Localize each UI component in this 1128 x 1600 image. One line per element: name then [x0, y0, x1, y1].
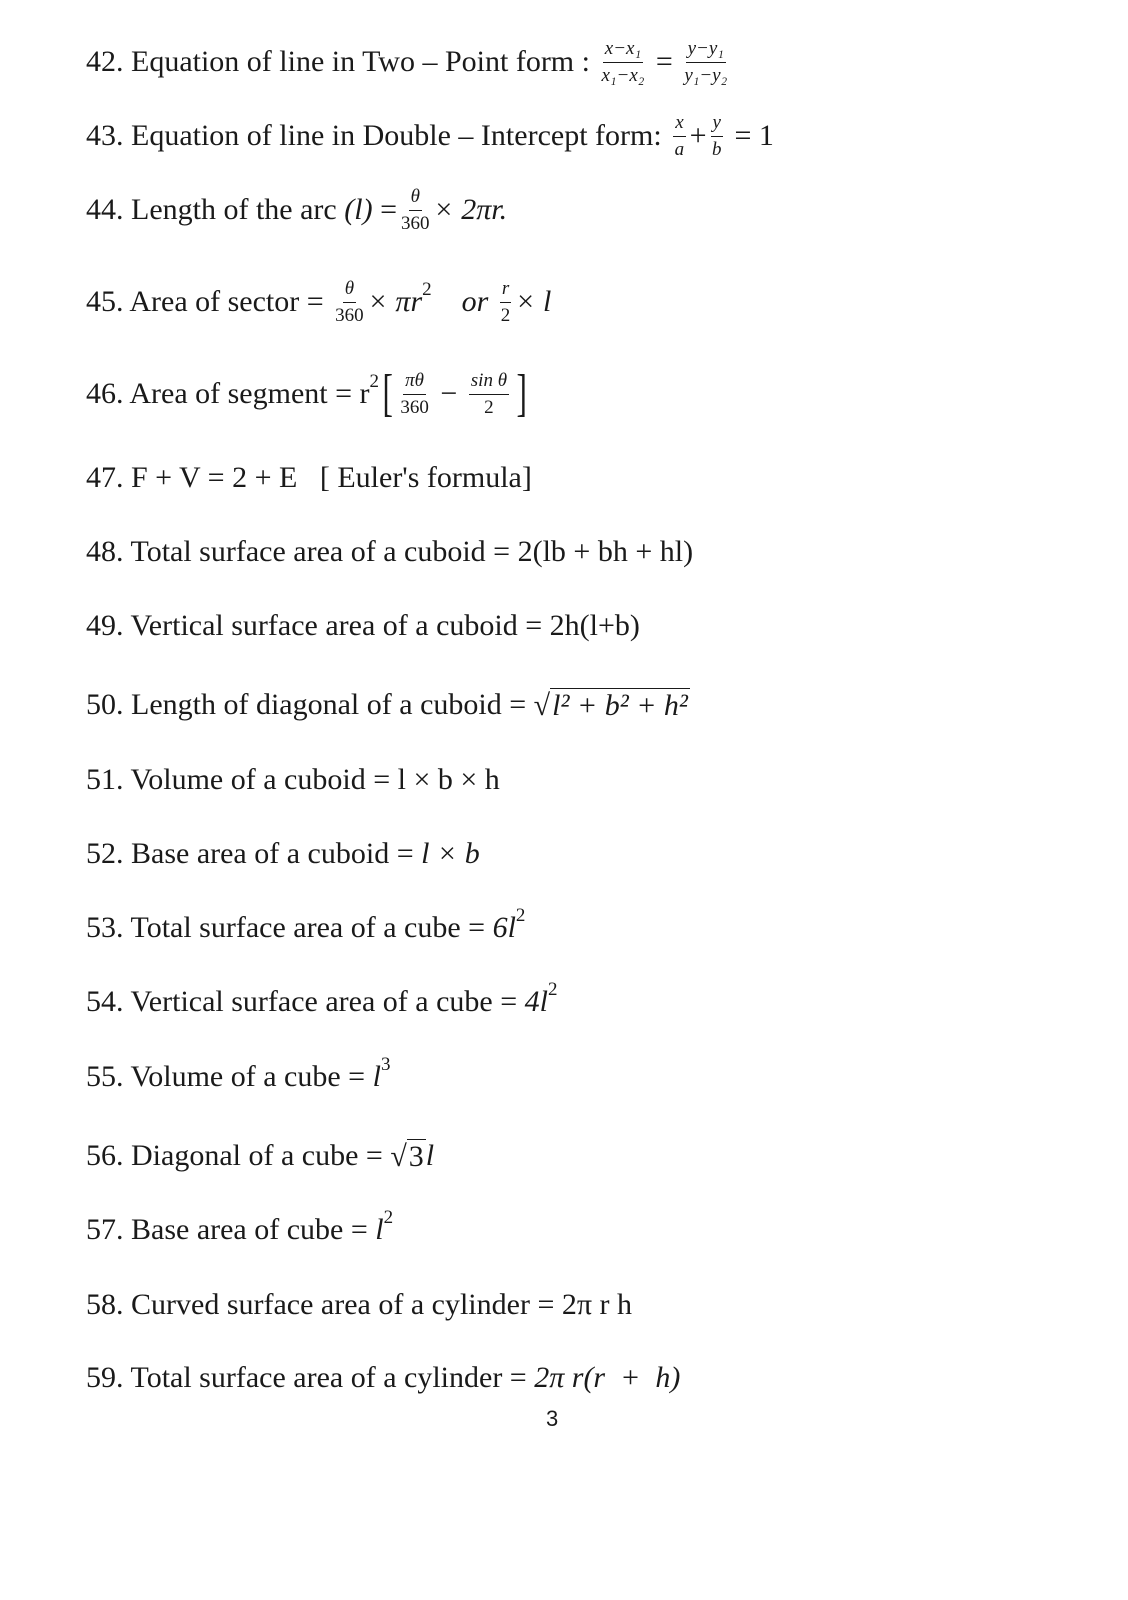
fraction	[673, 112, 685, 161]
formula-expr: 2π r(r + h)	[534, 1361, 681, 1394]
formula-text: 49. Vertical surface area of a cuboid = 2h(l+b)	[86, 609, 640, 642]
numerator: x−x₁	[603, 38, 643, 63]
formula-label: 42. Equation of line in Two – Point form :	[86, 45, 598, 78]
formula-label: 59. Total surface area of a cylinder =	[86, 1361, 535, 1394]
formula-mid: × πr	[367, 285, 423, 318]
numerator: x	[673, 112, 685, 137]
formula-expr: l	[375, 1213, 384, 1246]
fraction	[335, 278, 364, 327]
formula-49	[86, 596, 640, 656]
fraction	[500, 278, 511, 327]
denominator: 2	[500, 304, 511, 326]
formula-53	[86, 898, 525, 958]
formula-45	[86, 272, 551, 332]
formula-59	[86, 1348, 680, 1408]
formula-55	[86, 1047, 390, 1107]
denominator: x₁−x₂	[601, 64, 645, 86]
page-number: 3	[546, 1406, 559, 1431]
left-bracket: [	[382, 365, 393, 422]
fraction	[469, 370, 509, 419]
radicand: l² + b² + h²	[552, 688, 688, 722]
formula-label: 57. Base area of cube =	[86, 1213, 376, 1246]
numerator: θ	[409, 186, 422, 211]
fraction	[684, 38, 727, 87]
formula-51	[86, 750, 500, 810]
radical-sign: √	[533, 688, 551, 722]
denominator: 360	[401, 212, 430, 234]
radicand: 3	[408, 1139, 424, 1173]
formula-expr: 4l	[524, 985, 548, 1018]
numerator: y	[711, 112, 723, 137]
superscript: 2	[369, 371, 380, 392]
formula-label: 43. Equation of line in Double – Intercept form:	[86, 119, 670, 152]
formula-44	[86, 180, 507, 240]
equals: =	[648, 45, 681, 78]
formula-rest: × 2πr.	[433, 193, 508, 226]
formula-label: 52. Base area of a cuboid =	[86, 837, 422, 870]
numerator: y−y₁	[686, 38, 726, 63]
denominator: 360	[335, 304, 364, 326]
formula-text: 58. Curved surface area of a cylinder = 2π r h	[86, 1288, 633, 1321]
square-root	[390, 1139, 425, 1174]
denominator: 360	[400, 396, 429, 418]
denominator: a	[674, 138, 685, 160]
arc-symbol: (l)	[344, 193, 373, 226]
formula-label: 56. Diagonal of a cube =	[86, 1139, 391, 1172]
superscript: 3	[380, 1054, 391, 1075]
formula-58	[86, 1275, 632, 1335]
radical-sign: √	[390, 1139, 407, 1173]
square-root	[534, 688, 690, 723]
equals: =	[372, 193, 397, 226]
superscript: 2	[515, 905, 526, 926]
denominator: b	[712, 138, 722, 160]
formula-label: 46. Area of segment = r	[86, 377, 370, 410]
plus: +	[689, 119, 707, 152]
formula-43	[86, 106, 774, 166]
formula-42	[86, 32, 731, 92]
denominator: y₁−y₂	[684, 64, 728, 86]
numerator: sin θ	[469, 370, 509, 395]
numerator: πθ	[403, 370, 426, 395]
formula-50	[86, 675, 690, 735]
right-bracket: ]	[516, 365, 527, 422]
formula-rest: = 1	[726, 119, 774, 152]
formula-label: 54. Vertical surface area of a cube =	[86, 985, 525, 1018]
formula-48	[86, 522, 693, 582]
formula-expr: l	[425, 1139, 435, 1172]
minus: −	[432, 377, 465, 410]
fraction	[711, 112, 723, 161]
formula-expr: l × b	[421, 837, 480, 870]
formula-47	[86, 448, 532, 508]
numerator: r	[500, 278, 511, 303]
formula-46	[86, 364, 530, 424]
formula-label: 44. Length of the arc	[86, 193, 345, 226]
formula-label: 45. Area of sector =	[86, 285, 332, 318]
formula-expr: 6l	[492, 911, 516, 944]
fraction	[601, 38, 644, 87]
superscript: 2	[547, 979, 558, 1000]
formula-56	[86, 1126, 434, 1186]
or-text: or	[431, 285, 496, 318]
formula-text: 51. Volume of a cuboid = l × b × h	[86, 763, 500, 796]
formula-rest: × l	[515, 285, 552, 318]
superscript: 2	[422, 279, 432, 300]
formula-expr: l	[372, 1060, 381, 1093]
numerator: θ	[343, 278, 356, 303]
formula-52	[86, 824, 480, 884]
fraction	[400, 370, 429, 419]
formula-57	[86, 1200, 393, 1260]
formula-text: 47. F + V = 2 + E [ Euler's formula]	[86, 461, 532, 494]
superscript: 2	[383, 1207, 394, 1228]
formula-54	[86, 972, 557, 1032]
formula-label: 55. Volume of a cube =	[86, 1060, 373, 1093]
formula-text: 48. Total surface area of a cuboid = 2(lb + bh + hl)	[86, 535, 694, 568]
formula-label: 50. Length of diagonal of a cuboid =	[86, 688, 534, 721]
formula-label: 53. Total surface area of a cube =	[86, 911, 493, 944]
fraction	[401, 186, 430, 235]
denominator: 2	[484, 396, 494, 418]
